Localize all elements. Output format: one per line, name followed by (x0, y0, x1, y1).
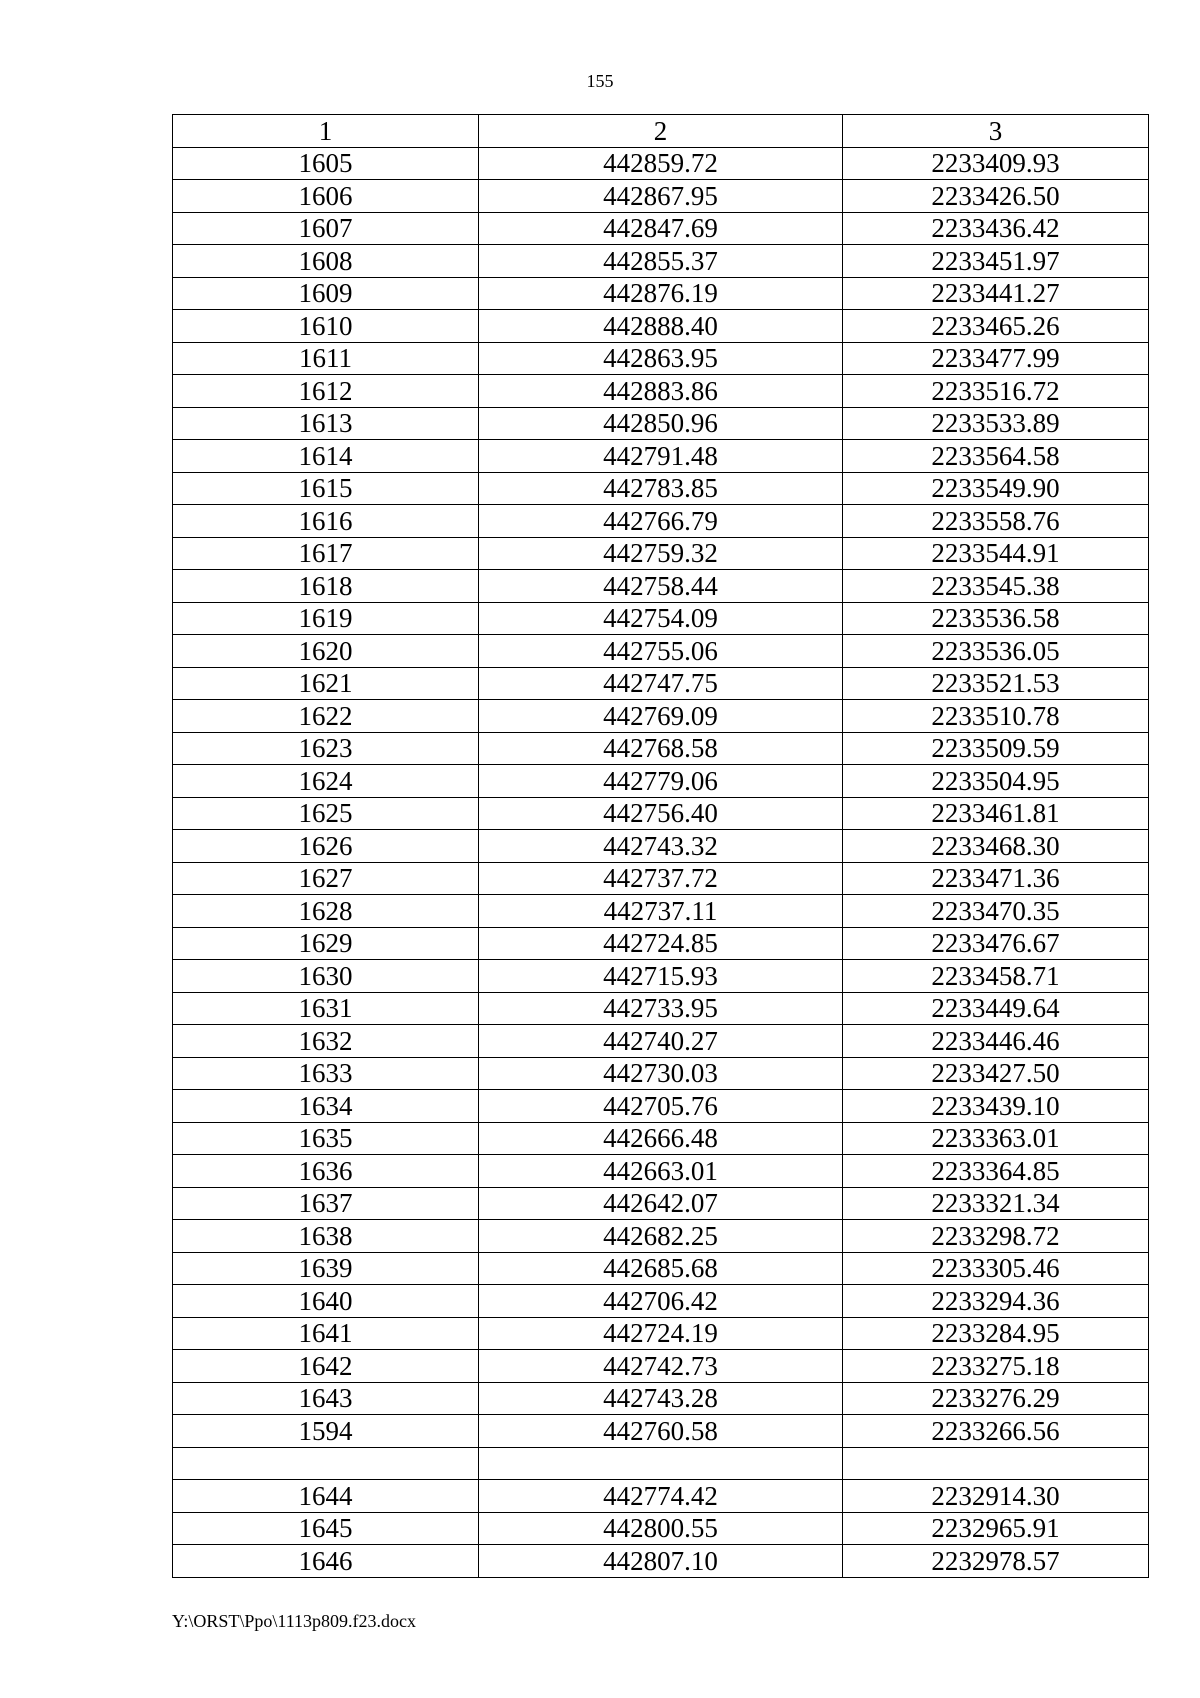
y-coordinate-cell: 2233477.99 (843, 342, 1149, 375)
point-number-cell: 1594 (173, 1415, 479, 1448)
point-number-cell: 1636 (173, 1155, 479, 1188)
x-coordinate-cell: 442682.25 (479, 1220, 843, 1253)
point-number-cell: 1622 (173, 700, 479, 733)
x-coordinate-cell: 442743.32 (479, 830, 843, 863)
y-coordinate-cell: 2233476.67 (843, 927, 1149, 960)
table-row (173, 1285, 1149, 1318)
point-number-cell: 1614 (173, 440, 479, 473)
point-number-cell: 1615 (173, 472, 479, 505)
y-coordinate-cell: 2232914.30 (843, 1480, 1149, 1513)
x-coordinate-cell: 442774.42 (479, 1480, 843, 1513)
table-row (173, 570, 1149, 603)
point-number-cell: 1616 (173, 505, 479, 538)
x-coordinate-cell: 442867.95 (479, 180, 843, 213)
x-coordinate-cell: 442666.48 (479, 1122, 843, 1155)
point-number-cell: 1642 (173, 1350, 479, 1383)
y-coordinate-cell: 2233536.58 (843, 602, 1149, 635)
point-number-cell: 1609 (173, 277, 479, 310)
y-coordinate-cell: 2233298.72 (843, 1220, 1149, 1253)
table-row (173, 667, 1149, 700)
point-number-cell: 1612 (173, 375, 479, 408)
x-coordinate-cell: 442740.27 (479, 1025, 843, 1058)
table-row (173, 1447, 1149, 1480)
y-coordinate-cell: 2233458.71 (843, 960, 1149, 993)
y-coordinate-cell: 2232965.91 (843, 1512, 1149, 1545)
point-number-cell: 1620 (173, 635, 479, 668)
x-coordinate-cell: 442847.69 (479, 212, 843, 245)
y-coordinate-cell: 2233426.50 (843, 180, 1149, 213)
point-number-cell: 1621 (173, 667, 479, 700)
table-row (173, 505, 1149, 538)
y-coordinate-cell: 2233451.97 (843, 245, 1149, 278)
x-coordinate-cell: 442663.01 (479, 1155, 843, 1188)
point-number-cell: 1625 (173, 797, 479, 830)
table-row (173, 992, 1149, 1025)
table-row (173, 1480, 1149, 1513)
y-coordinate-cell: 2233465.26 (843, 310, 1149, 343)
y-coordinate-cell: 2233545.38 (843, 570, 1149, 603)
table-row (173, 375, 1149, 408)
table-row (173, 407, 1149, 440)
point-number-cell: 1608 (173, 245, 479, 278)
point-number-cell: 1633 (173, 1057, 479, 1090)
point-number-cell: 1631 (173, 992, 479, 1025)
table-row (173, 1090, 1149, 1123)
x-coordinate-cell: 442715.93 (479, 960, 843, 993)
x-coordinate-cell: 442685.68 (479, 1252, 843, 1285)
point-number-cell: 1644 (173, 1480, 479, 1513)
point-number-cell: 1628 (173, 895, 479, 928)
column-header-1: 1 (173, 115, 479, 148)
point-number-cell: 1641 (173, 1317, 479, 1350)
x-coordinate-cell: 442759.32 (479, 537, 843, 570)
table-row (173, 1545, 1149, 1578)
table-row (173, 1122, 1149, 1155)
x-coordinate-cell: 442768.58 (479, 732, 843, 765)
x-coordinate-cell: 442783.85 (479, 472, 843, 505)
table-row (173, 732, 1149, 765)
point-number-cell: 1613 (173, 407, 479, 440)
table-row (173, 277, 1149, 310)
x-coordinate-cell: 442755.06 (479, 635, 843, 668)
x-coordinate-cell: 442705.76 (479, 1090, 843, 1123)
x-coordinate-cell: 442807.10 (479, 1545, 843, 1578)
table-row (173, 862, 1149, 895)
table-row (173, 1252, 1149, 1285)
point-number-cell: 1610 (173, 310, 479, 343)
x-coordinate-cell: 442876.19 (479, 277, 843, 310)
table-row (173, 245, 1149, 278)
y-coordinate-cell: 2233275.18 (843, 1350, 1149, 1383)
x-coordinate-cell: 442888.40 (479, 310, 843, 343)
x-coordinate-cell: 442724.85 (479, 927, 843, 960)
y-coordinate-cell: 2233441.27 (843, 277, 1149, 310)
y-coordinate-cell: 2233461.81 (843, 797, 1149, 830)
table-row (173, 602, 1149, 635)
table-row (173, 1317, 1149, 1350)
point-number-cell: 1645 (173, 1512, 479, 1545)
point-number-cell: 1627 (173, 862, 479, 895)
table-row (173, 1025, 1149, 1058)
table-row (173, 700, 1149, 733)
table-row (173, 1187, 1149, 1220)
point-number-cell: 1646 (173, 1545, 479, 1578)
point-number-cell (173, 1447, 479, 1480)
point-number-cell: 1624 (173, 765, 479, 798)
point-number-cell: 1607 (173, 212, 479, 245)
y-coordinate-cell: 2233536.05 (843, 635, 1149, 668)
x-coordinate-cell: 442706.42 (479, 1285, 843, 1318)
x-coordinate-cell: 442742.73 (479, 1350, 843, 1383)
y-coordinate-cell: 2233321.34 (843, 1187, 1149, 1220)
x-coordinate-cell: 442800.55 (479, 1512, 843, 1545)
x-coordinate-cell: 442791.48 (479, 440, 843, 473)
y-coordinate-cell: 2233504.95 (843, 765, 1149, 798)
point-number-cell: 1640 (173, 1285, 479, 1318)
table-row (173, 797, 1149, 830)
x-coordinate-cell: 442642.07 (479, 1187, 843, 1220)
y-coordinate-cell: 2233436.42 (843, 212, 1149, 245)
table-row (173, 1382, 1149, 1415)
y-coordinate-cell: 2233533.89 (843, 407, 1149, 440)
table-row (173, 1415, 1149, 1448)
y-coordinate-cell: 2233266.56 (843, 1415, 1149, 1448)
table-row (173, 342, 1149, 375)
x-coordinate-cell: 442730.03 (479, 1057, 843, 1090)
x-coordinate-cell: 442883.86 (479, 375, 843, 408)
point-number-cell: 1617 (173, 537, 479, 570)
y-coordinate-cell: 2233468.30 (843, 830, 1149, 863)
x-coordinate-cell: 442769.09 (479, 700, 843, 733)
table-header-row (173, 115, 1149, 148)
page-number: 155 (586, 71, 614, 91)
point-number-cell: 1618 (173, 570, 479, 603)
table-row (173, 895, 1149, 928)
y-coordinate-cell: 2233470.35 (843, 895, 1149, 928)
y-coordinate-cell: 2233471.36 (843, 862, 1149, 895)
x-coordinate-cell: 442758.44 (479, 570, 843, 603)
table-row (173, 440, 1149, 473)
y-coordinate-cell: 2233549.90 (843, 472, 1149, 505)
x-coordinate-cell: 442760.58 (479, 1415, 843, 1448)
point-number-cell: 1643 (173, 1382, 479, 1415)
table-row (173, 830, 1149, 863)
column-header-3: 3 (843, 115, 1149, 148)
table-row (173, 310, 1149, 343)
y-coordinate-cell: 2232978.57 (843, 1545, 1149, 1578)
y-coordinate-cell: 2233558.76 (843, 505, 1149, 538)
y-coordinate-cell: 2233363.01 (843, 1122, 1149, 1155)
point-number-cell: 1637 (173, 1187, 479, 1220)
y-coordinate-cell: 2233305.46 (843, 1252, 1149, 1285)
x-coordinate-cell: 442863.95 (479, 342, 843, 375)
point-number-cell: 1634 (173, 1090, 479, 1123)
x-coordinate-cell: 442737.72 (479, 862, 843, 895)
x-coordinate-cell: 442779.06 (479, 765, 843, 798)
table-row (173, 1155, 1149, 1188)
point-number-cell: 1619 (173, 602, 479, 635)
coordinates-table (172, 114, 1149, 1578)
table-row (173, 472, 1149, 505)
point-number-cell: 1630 (173, 960, 479, 993)
table-row (173, 212, 1149, 245)
y-coordinate-cell: 2233544.91 (843, 537, 1149, 570)
x-coordinate-cell: 442766.79 (479, 505, 843, 538)
table-row (173, 180, 1149, 213)
x-coordinate-cell: 442724.19 (479, 1317, 843, 1350)
point-number-cell: 1629 (173, 927, 479, 960)
point-number-cell: 1606 (173, 180, 479, 213)
point-number-cell: 1639 (173, 1252, 479, 1285)
table-row (173, 635, 1149, 668)
y-coordinate-cell: 2233449.64 (843, 992, 1149, 1025)
y-coordinate-cell: 2233521.53 (843, 667, 1149, 700)
y-coordinate-cell: 2233564.58 (843, 440, 1149, 473)
table-row (173, 1512, 1149, 1545)
y-coordinate-cell: 2233509.59 (843, 732, 1149, 765)
x-coordinate-cell: 442850.96 (479, 407, 843, 440)
point-number-cell: 1611 (173, 342, 479, 375)
point-number-cell: 1632 (173, 1025, 479, 1058)
table-header (173, 115, 1149, 148)
footer-file-path: Y:\ORST\Ppo\1113p809.f23.docx (172, 1611, 417, 1631)
x-coordinate-cell: 442733.95 (479, 992, 843, 1025)
point-number-cell: 1638 (173, 1220, 479, 1253)
x-coordinate-cell: 442756.40 (479, 797, 843, 830)
x-coordinate-cell: 442855.37 (479, 245, 843, 278)
y-coordinate-cell: 2233516.72 (843, 375, 1149, 408)
point-number-cell: 1626 (173, 830, 479, 863)
y-coordinate-cell: 2233284.95 (843, 1317, 1149, 1350)
table-row (173, 765, 1149, 798)
y-coordinate-cell: 2233439.10 (843, 1090, 1149, 1123)
y-coordinate-cell: 2233294.36 (843, 1285, 1149, 1318)
table-row (173, 147, 1149, 180)
y-coordinate-cell: 2233510.78 (843, 700, 1149, 733)
x-coordinate-cell: 442737.11 (479, 895, 843, 928)
table-row (173, 1220, 1149, 1253)
table-body (173, 147, 1149, 1577)
point-number-cell: 1605 (173, 147, 479, 180)
y-coordinate-cell: 2233409.93 (843, 147, 1149, 180)
x-coordinate-cell (479, 1447, 843, 1480)
table-row (173, 927, 1149, 960)
x-coordinate-cell: 442743.28 (479, 1382, 843, 1415)
x-coordinate-cell: 442859.72 (479, 147, 843, 180)
y-coordinate-cell: 2233427.50 (843, 1057, 1149, 1090)
table-row (173, 960, 1149, 993)
y-coordinate-cell: 2233446.46 (843, 1025, 1149, 1058)
table-row (173, 537, 1149, 570)
column-header-2: 2 (479, 115, 843, 148)
table-row (173, 1057, 1149, 1090)
point-number-cell: 1623 (173, 732, 479, 765)
y-coordinate-cell (843, 1447, 1149, 1480)
point-number-cell: 1635 (173, 1122, 479, 1155)
table-row (173, 1350, 1149, 1383)
y-coordinate-cell: 2233364.85 (843, 1155, 1149, 1188)
x-coordinate-cell: 442754.09 (479, 602, 843, 635)
x-coordinate-cell: 442747.75 (479, 667, 843, 700)
y-coordinate-cell: 2233276.29 (843, 1382, 1149, 1415)
